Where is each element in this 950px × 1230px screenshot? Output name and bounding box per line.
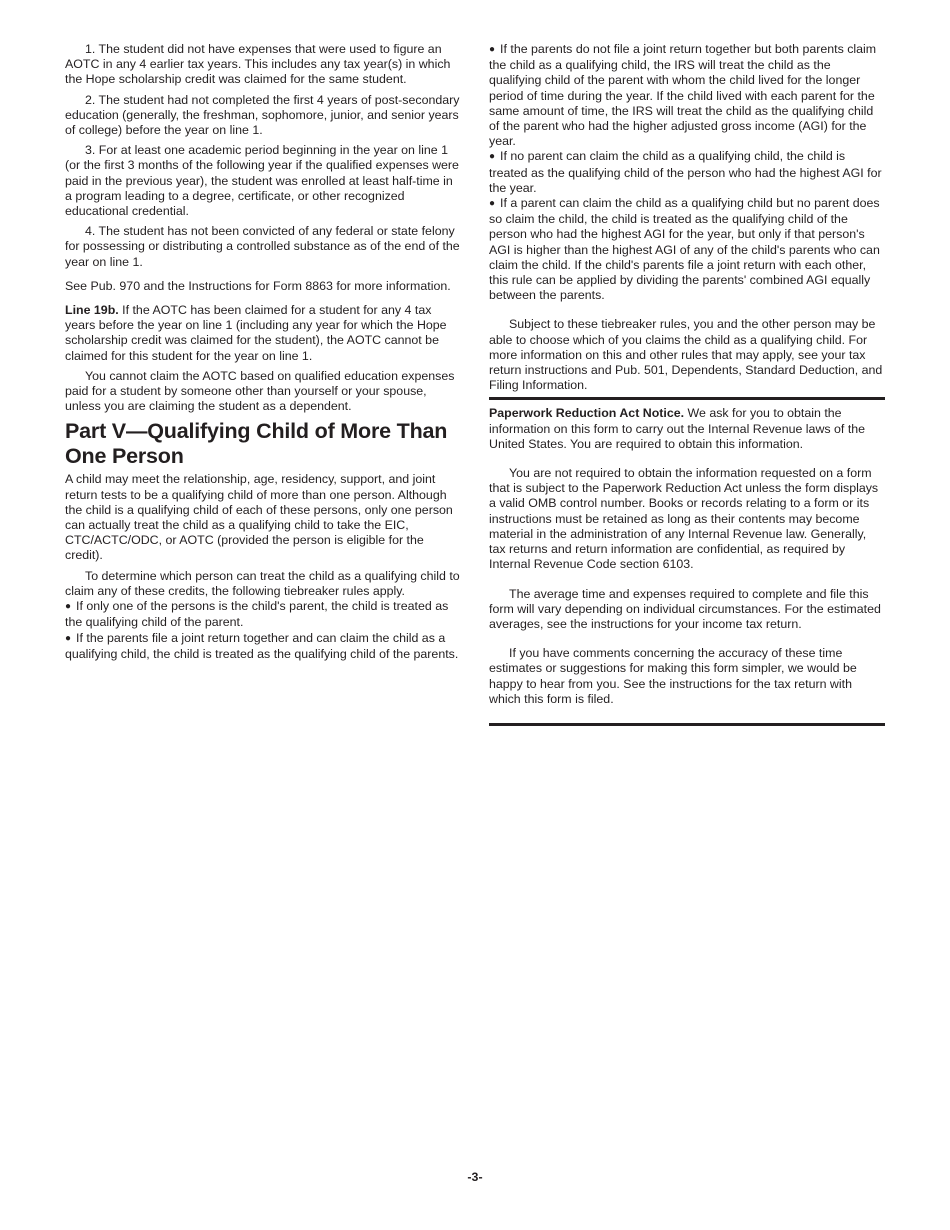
bullet-icon: ● bbox=[489, 198, 496, 210]
requirement-1: 1. The student did not have expenses that were used to figure an AOTC in any 4 earlier tax years. This includes any tax year(s) in which the Hope scholarship credit was claimed for the same student. bbox=[65, 42, 451, 87]
paperwork-notice-label: Paperwork Reduction Act Notice. bbox=[489, 406, 685, 421]
spacer bbox=[489, 452, 885, 466]
requirement-3: 3. For at least one academic period beginning in the year on line 1 (or the first 3 months of the following year if the qualified expenses were paid in the previous year), the student was enrolled at least half-time in a program leading to a degree, certificate, or other recognized educational credential. bbox=[65, 143, 459, 219]
cannot-claim-paragraph: You cannot claim the AOTC based on qualified education expenses paid for a student by someone other than yourself or your spouse, unless you are claiming the student as a dependent. bbox=[65, 368, 455, 414]
part-v-intro: A child may meet the relationship, age, residency, support, and joint return tests to be a qualifying child of more than one person. Although the child is a qualifying child of each of these persons, only one person can actually treat the child as a qualifying child to take the EIC, CTC/ACTC/ODC, or AOTC (provided the person is eligible for the credit). bbox=[65, 472, 453, 563]
tiebreaker-bullet bbox=[65, 599, 461, 630]
bullet-text: If the parents file a joint return together and can claim the child as a qualifying child, the child is treated as the qualifying child of the parents. bbox=[65, 630, 459, 661]
spacer bbox=[489, 573, 885, 587]
left-column bbox=[65, 42, 461, 662]
section-divider-top bbox=[489, 397, 885, 400]
right-column bbox=[489, 42, 885, 726]
page-number: -3- bbox=[467, 1170, 483, 1184]
paperwork-notice-paragraph bbox=[489, 406, 885, 452]
spacer bbox=[489, 632, 885, 646]
bullet-icon: ● bbox=[65, 601, 72, 613]
section-divider-bottom bbox=[489, 723, 885, 726]
bullet-text: If the parents do not file a joint return together but both parents claim the child as a qualifying child, the IRS will treat the child as the qualifying child of the parent with whom the child lived for the longer period of time during the year. If the child lived with each parent for the same amount of time, the IRS will treat the child as the qualifying child of the parent who had the higher adjusted gross income (AGI) for the year. bbox=[489, 42, 877, 149]
tiebreaker-intro: To determine which person can treat the child as a qualifying child to claim any of these credits, the following tiebreaker rules apply. bbox=[65, 568, 460, 598]
average-time-paragraph: The average time and expenses required to complete and file this form will vary depending on individual circumstances. For the estimated averages, see the instructions for your income tax return. bbox=[489, 586, 881, 631]
requirement-4: 4. The student has not been convicted of any federal or state felony for possessing or distributing a controlled substance as of the end of the year on line 1. bbox=[65, 224, 460, 269]
line-19b-label: Line 19b. bbox=[65, 303, 119, 318]
bullet-icon: ● bbox=[489, 151, 496, 163]
subject-to-paragraph: Subject to these tiebreaker rules, you and the other person may be able to choose which of you claims the child as a qualifying child. For more information on this and other rules that may apply, see your tax return instructions and Pub. 501, Dependents, Standard Deduction, and Filing Information. bbox=[489, 317, 883, 393]
bullet-text: If a parent can claim the child as a qualifying child but no parent does so claim the child, the child is treated as the qualifying child of the person who had the highest AGI for the year, but only if that person's AGI is higher than the highest AGI of any of the child's parents who can claim the child. If the child's parents file a joint return with each other, this rule can be applied by dividing the parents' combined AGI equally between the parents. bbox=[489, 196, 880, 303]
comments-paragraph: If you have comments concerning the accuracy of these time estimates or suggestions for making this form simpler, we would be happy to hear from you. See the instructions for the tax return with which this form is filed. bbox=[489, 646, 857, 706]
bullet-icon: ● bbox=[489, 44, 496, 55]
requirement-2: 2. The student had not completed the first 4 years of post-secondary education (generally, the freshman, sophomore, junior, and senior years of college) before the year on line 1. bbox=[65, 92, 460, 138]
tiebreaker-bullet bbox=[489, 149, 885, 196]
bullet-icon: ● bbox=[65, 632, 72, 644]
bullet-text: If only one of the persons is the child's parent, the child is treated as the qualifying child of the parent. bbox=[65, 599, 449, 630]
tiebreaker-bullet bbox=[489, 196, 885, 303]
line-19b-text: If the AOTC has been claimed for a student for any 4 tax years before the year on line 1 (including any year for which the Hope scholarship credit was claimed for the student), the AOTC cannot be claimed for this student for the year on line 1. bbox=[65, 303, 447, 363]
tiebreaker-bullet bbox=[65, 631, 461, 662]
spacer bbox=[489, 303, 885, 317]
part-v-heading: Part V—Qualifying Child of More Than One Person bbox=[65, 419, 448, 469]
see-pub-970: See Pub. 970 and the Instructions for Form 8863 for more information. bbox=[65, 278, 451, 293]
line-19b-paragraph bbox=[65, 303, 461, 364]
bullet-text: If no parent can claim the child as a qualifying child, the child is treated as the qualifying child of the person who had the highest AGI for the year. bbox=[489, 149, 882, 195]
tiebreaker-bullet bbox=[489, 42, 885, 149]
not-required-paragraph: You are not required to obtain the information requested on a form that is subject to the Paperwork Reduction Act unless the form displays a valid OMB control number. Books or records relating to a form or its instructions must be retained as long as their contents may become material in the administration of any Internal Revenue law. Generally, tax returns and return information are confidential, as required by Internal Revenue Code section 6103. bbox=[489, 466, 879, 572]
paperwork-notice-text: We ask for you to obtain the information on this form to carry out the Internal Revenue laws of the United States. You are required to obtain this information. bbox=[489, 406, 866, 451]
